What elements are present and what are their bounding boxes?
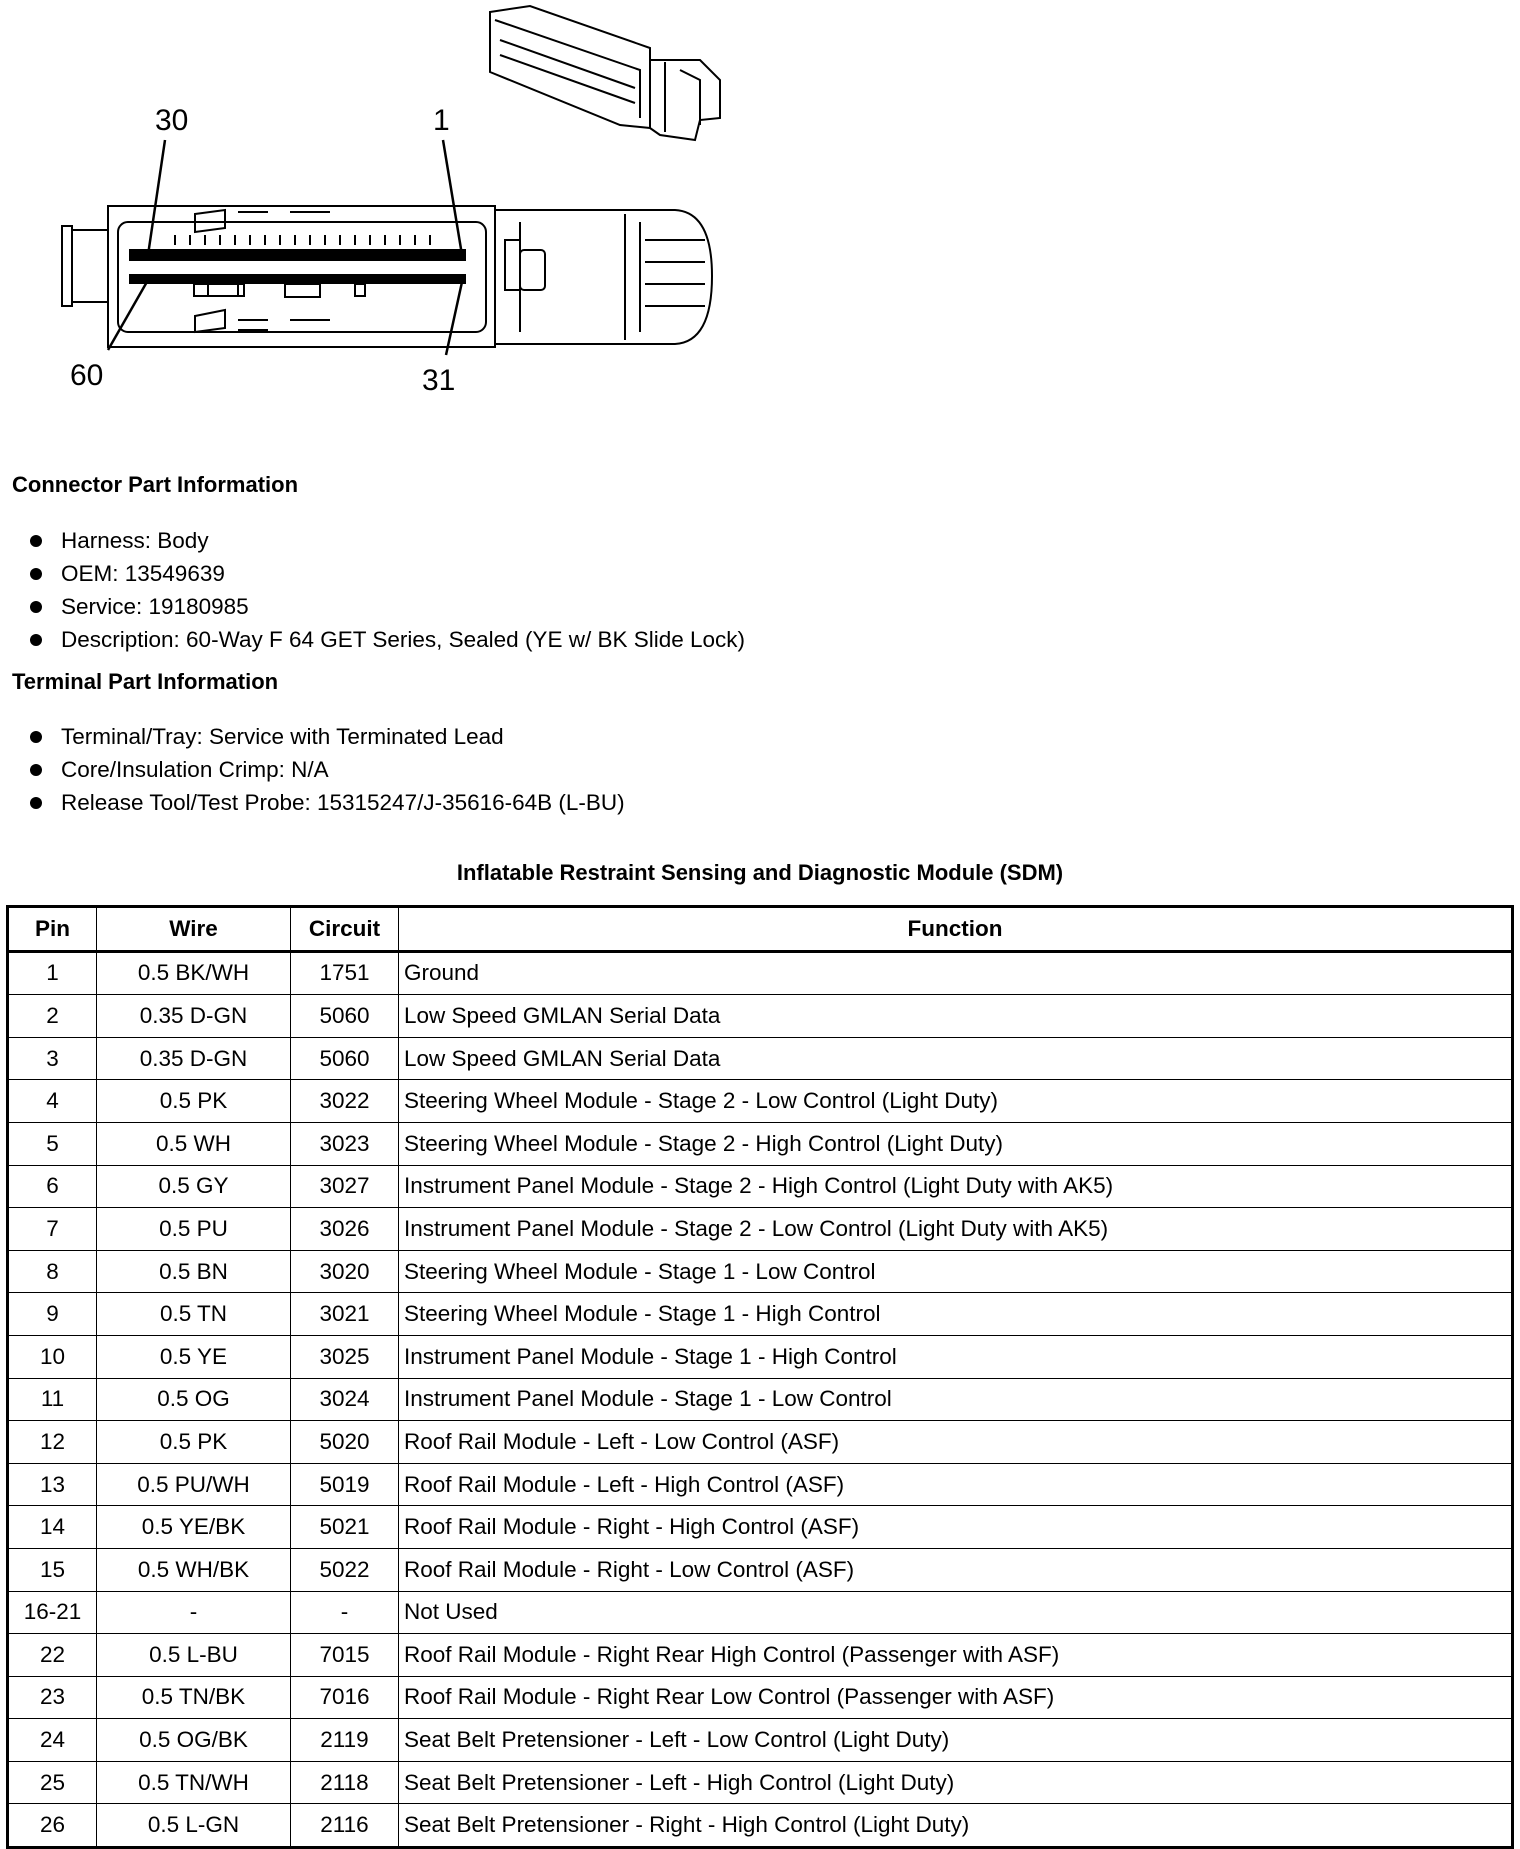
pin-cell: 26 bbox=[8, 1804, 97, 1848]
pin-cell: 24 bbox=[8, 1719, 97, 1762]
table-row bbox=[8, 1250, 1513, 1293]
table-row bbox=[8, 1761, 1513, 1804]
pin-cell: 13 bbox=[8, 1463, 97, 1506]
table-row bbox=[8, 995, 1513, 1038]
table-row bbox=[8, 1208, 1513, 1251]
function-cell: Roof Rail Module - Left - Low Control (ASF) bbox=[399, 1421, 1513, 1464]
connector-3d-view bbox=[490, 6, 720, 140]
header-pin: Pin bbox=[8, 907, 97, 952]
circuit-cell: 5020 bbox=[291, 1421, 399, 1464]
pin-cell: 6 bbox=[8, 1165, 97, 1208]
table-row bbox=[8, 1634, 1513, 1677]
pin-cell: 3 bbox=[8, 1037, 97, 1080]
table-row bbox=[8, 1335, 1513, 1378]
circuit-cell: 3022 bbox=[291, 1080, 399, 1123]
function-cell: Roof Rail Module - Right - Low Control (ASF) bbox=[399, 1548, 1513, 1591]
function-cell: Roof Rail Module - Right Rear High Control (Passenger with ASF) bbox=[399, 1634, 1513, 1677]
table-row bbox=[8, 1591, 1513, 1634]
function-cell: Roof Rail Module - Left - High Control (ASF) bbox=[399, 1463, 1513, 1506]
pin-cell: 11 bbox=[8, 1378, 97, 1421]
circuit-cell: 3023 bbox=[291, 1122, 399, 1165]
wire-cell: 0.5 GY bbox=[97, 1165, 291, 1208]
wire-cell: 0.35 D-GN bbox=[97, 1037, 291, 1080]
wire-cell: 0.5 OG/BK bbox=[97, 1719, 291, 1762]
pin-cell: 4 bbox=[8, 1080, 97, 1123]
wire-cell: 0.5 PK bbox=[97, 1421, 291, 1464]
wire-cell: 0.5 L-BU bbox=[97, 1634, 291, 1677]
connector-face-view bbox=[62, 206, 712, 347]
circuit-cell: 5060 bbox=[291, 995, 399, 1038]
wire-cell: 0.5 TN/WH bbox=[97, 1761, 291, 1804]
table-row bbox=[8, 1293, 1513, 1336]
wire-cell: 0.5 PK bbox=[97, 1080, 291, 1123]
header-function: Function bbox=[399, 907, 1513, 952]
terminal-info-list bbox=[0, 720, 625, 819]
pin-cell: 22 bbox=[8, 1634, 97, 1677]
table-row bbox=[8, 1719, 1513, 1762]
circuit-cell: 3027 bbox=[291, 1165, 399, 1208]
function-cell: Steering Wheel Module - Stage 2 - High Control (Light Duty) bbox=[399, 1122, 1513, 1165]
function-cell: Instrument Panel Module - Stage 2 - Low Control (Light Duty with AK5) bbox=[399, 1208, 1513, 1251]
pin-cell: 23 bbox=[8, 1676, 97, 1719]
circuit-cell: 3025 bbox=[291, 1335, 399, 1378]
list-item: OEM: 13549639 bbox=[0, 557, 745, 590]
table-row bbox=[8, 1548, 1513, 1591]
wire-cell: 0.5 BK/WH bbox=[97, 951, 291, 995]
pin-label-31: 31 bbox=[422, 364, 456, 397]
function-cell: Steering Wheel Module - Stage 1 - High Control bbox=[399, 1293, 1513, 1336]
terminal-info-heading: Terminal Part Information bbox=[12, 669, 279, 694]
connector-info-heading: Connector Part Information bbox=[12, 472, 299, 497]
circuit-cell: 3020 bbox=[291, 1250, 399, 1293]
wire-cell: 0.5 PU/WH bbox=[97, 1463, 291, 1506]
table-row bbox=[8, 1165, 1513, 1208]
circuit-cell: 3026 bbox=[291, 1208, 399, 1251]
wire-cell: 0.35 D-GN bbox=[97, 995, 291, 1038]
wire-cell: 0.5 TN bbox=[97, 1293, 291, 1336]
table-title: Inflatable Restraint Sensing and Diagnostic Module (SDM) bbox=[456, 860, 1064, 885]
pin-cell: 2 bbox=[8, 995, 97, 1038]
header-wire: Wire bbox=[97, 907, 291, 952]
function-cell: Roof Rail Module - Right - High Control (ASF) bbox=[399, 1506, 1513, 1549]
list-item: Service: 19180985 bbox=[0, 590, 745, 623]
circuit-cell: 7016 bbox=[291, 1676, 399, 1719]
list-item: Release Tool/Test Probe: 15315247/J-35616-64B (L-BU) bbox=[0, 786, 625, 819]
function-cell: Instrument Panel Module - Stage 2 - High Control (Light Duty with AK5) bbox=[399, 1165, 1513, 1208]
pin-cell: 15 bbox=[8, 1548, 97, 1591]
function-cell: Steering Wheel Module - Stage 2 - Low Control (Light Duty) bbox=[399, 1080, 1513, 1123]
circuit-cell: 7015 bbox=[291, 1634, 399, 1677]
table-row bbox=[8, 951, 1513, 995]
wire-cell: 0.5 WH/BK bbox=[97, 1548, 291, 1591]
table-row bbox=[8, 1804, 1513, 1848]
pin-cell: 10 bbox=[8, 1335, 97, 1378]
wire-cell: - bbox=[97, 1591, 291, 1634]
circuit-cell: 3024 bbox=[291, 1378, 399, 1421]
wire-cell: 0.5 YE/BK bbox=[97, 1506, 291, 1549]
function-cell: Ground bbox=[399, 951, 1513, 995]
table-header-row bbox=[8, 907, 1513, 952]
pin-leader-lines bbox=[108, 140, 462, 355]
pinout-table bbox=[6, 905, 1514, 1849]
pin-label-30: 30 bbox=[155, 104, 189, 137]
circuit-cell: 2118 bbox=[291, 1761, 399, 1804]
circuit-cell: 1751 bbox=[291, 951, 399, 995]
circuit-cell: - bbox=[291, 1591, 399, 1634]
circuit-cell: 2116 bbox=[291, 1804, 399, 1848]
function-cell: Steering Wheel Module - Stage 1 - Low Control bbox=[399, 1250, 1513, 1293]
circuit-cell: 5022 bbox=[291, 1548, 399, 1591]
wire-cell: 0.5 OG bbox=[97, 1378, 291, 1421]
pin-cell: 25 bbox=[8, 1761, 97, 1804]
function-cell: Seat Belt Pretensioner - Right - High Control (Light Duty) bbox=[399, 1804, 1513, 1848]
function-cell: Not Used bbox=[399, 1591, 1513, 1634]
pin-cell: 9 bbox=[8, 1293, 97, 1336]
wire-cell: 0.5 YE bbox=[97, 1335, 291, 1378]
pin-label-60: 60 bbox=[70, 359, 104, 392]
circuit-cell: 5021 bbox=[291, 1506, 399, 1549]
list-item: Description: 60-Way F 64 GET Series, Sealed (YE w/ BK Slide Lock) bbox=[0, 623, 745, 656]
function-cell: Instrument Panel Module - Stage 1 - Low Control bbox=[399, 1378, 1513, 1421]
table-row bbox=[8, 1037, 1513, 1080]
table-row bbox=[8, 1506, 1513, 1549]
header-circuit: Circuit bbox=[291, 907, 399, 952]
circuit-cell: 5060 bbox=[291, 1037, 399, 1080]
pin-cell: 7 bbox=[8, 1208, 97, 1251]
table-row bbox=[8, 1080, 1513, 1123]
table-row bbox=[8, 1378, 1513, 1421]
pin-cell: 1 bbox=[8, 951, 97, 995]
pin-cell: 12 bbox=[8, 1421, 97, 1464]
table-row bbox=[8, 1463, 1513, 1506]
function-cell: Low Speed GMLAN Serial Data bbox=[399, 995, 1513, 1038]
pin-cell: 14 bbox=[8, 1506, 97, 1549]
circuit-cell: 2119 bbox=[291, 1719, 399, 1762]
wire-cell: 0.5 WH bbox=[97, 1122, 291, 1165]
function-cell: Seat Belt Pretensioner - Left - High Control (Light Duty) bbox=[399, 1761, 1513, 1804]
pin-label-1: 1 bbox=[433, 104, 450, 137]
wire-cell: 0.5 L-GN bbox=[97, 1804, 291, 1848]
wire-cell: 0.5 PU bbox=[97, 1208, 291, 1251]
connector-diagram bbox=[0, 0, 760, 420]
function-cell: Low Speed GMLAN Serial Data bbox=[399, 1037, 1513, 1080]
wire-cell: 0.5 BN bbox=[97, 1250, 291, 1293]
function-cell: Instrument Panel Module - Stage 1 - High Control bbox=[399, 1335, 1513, 1378]
list-item: Core/Insulation Crimp: N/A bbox=[0, 753, 625, 786]
wire-cell: 0.5 TN/BK bbox=[97, 1676, 291, 1719]
table-row bbox=[8, 1421, 1513, 1464]
circuit-cell: 3021 bbox=[291, 1293, 399, 1336]
table-row bbox=[8, 1122, 1513, 1165]
table-row bbox=[8, 1676, 1513, 1719]
pin-cell: 5 bbox=[8, 1122, 97, 1165]
pin-cell: 8 bbox=[8, 1250, 97, 1293]
function-cell: Roof Rail Module - Right Rear Low Control (Passenger with ASF) bbox=[399, 1676, 1513, 1719]
list-item: Harness: Body bbox=[0, 524, 745, 557]
circuit-cell: 5019 bbox=[291, 1463, 399, 1506]
pin-cell: 16-21 bbox=[8, 1591, 97, 1634]
connector-info-list bbox=[0, 524, 745, 656]
list-item: Terminal/Tray: Service with Terminated Lead bbox=[0, 720, 625, 753]
function-cell: Seat Belt Pretensioner - Left - Low Control (Light Duty) bbox=[399, 1719, 1513, 1762]
